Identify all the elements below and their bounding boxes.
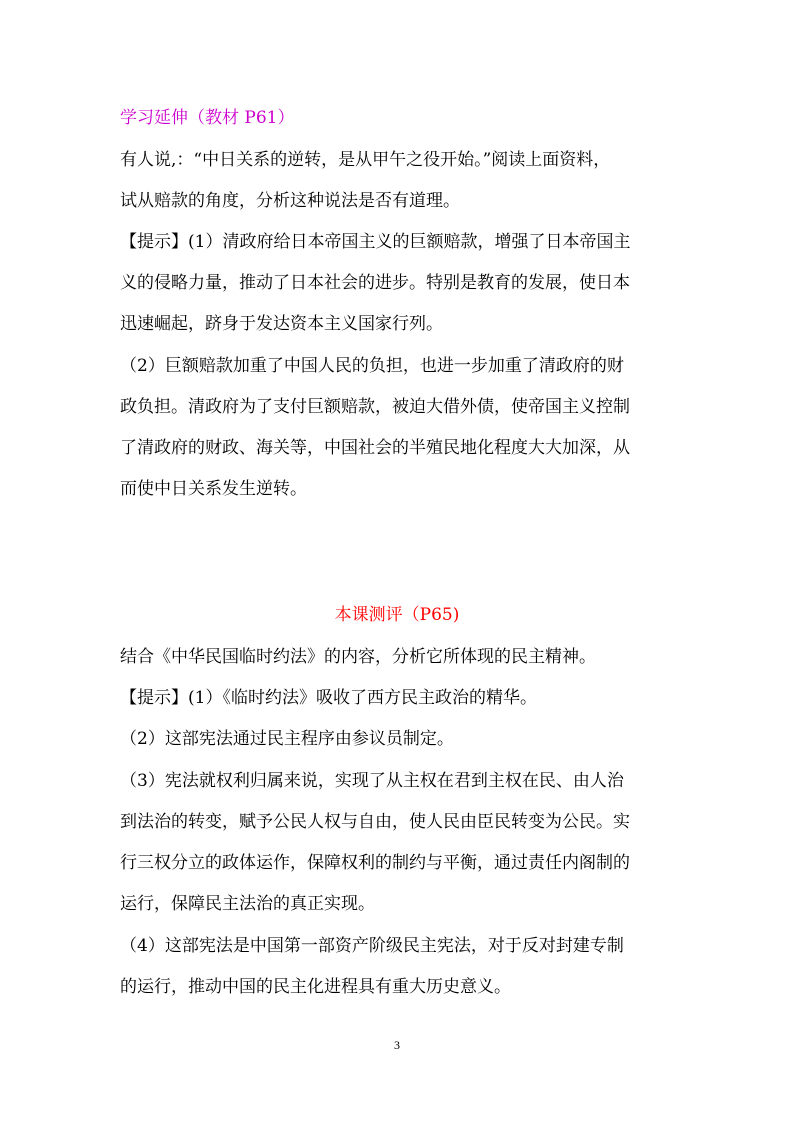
section1-line-2: 试从赔款的角度，分析这种说法是否有道理。 — [120, 191, 460, 211]
section1-line-7: 政负担。清政府为了支付巨额赔款，被迫大借外债，使帝国主义控制 — [120, 397, 630, 417]
section1-line-1: 有人说,：“中日关系的逆转，是从甲午之役开始。”阅读上面资料， — [120, 150, 611, 170]
section1-line-9: 而使中日关系发生逆转。 — [120, 479, 307, 499]
section2-line-2: 【提示】(1）《临时约法》吸收了西方民主政治的精华。 — [120, 688, 537, 708]
section2-line-3: （2）这部宪法通过民主程序由参议员制定。 — [120, 729, 454, 749]
section1-title: 学习延伸（教材 P61） — [120, 108, 295, 128]
section1-line-8: 了清政府的财政、海关等，中国社会的半殖民地化程度大大加深，从 — [120, 438, 630, 458]
section2-line-6: 行三权分立的政体运作，保障权利的制约与平衡，通过责任内阁制的 — [120, 853, 630, 873]
section2-line-5: 到法治的转变，赋予公民人权与自由，使人民由臣民转变为公民。实 — [120, 812, 630, 832]
page-number: 3 — [394, 1038, 400, 1052]
section2-line-7: 运行，保障民主法治的真正实现。 — [120, 894, 375, 914]
section1-line-6: （2）巨额赔款加重了中国人民的负担，也进一步加重了清政府的财 — [120, 356, 624, 376]
section2-title: 本课测评（P65) — [334, 605, 460, 625]
section1-line-5: 迅速崛起，跻身于发达资本主义国家行列。 — [120, 314, 443, 334]
section2-line-4: （3）宪法就权利归属来说，实现了从主权在君到主权在民、由人治 — [120, 771, 624, 791]
section1-line-4: 义的侵略力量，推动了日本社会的进步。特别是教育的发展，使日本 — [120, 273, 630, 293]
section1-line-3: 【提示】(1）清政府给日本帝国主义的巨额赔款，增强了日本帝国主 — [120, 232, 631, 252]
section2-line-8: （4）这部宪法是中国第一部资产阶级民主宪法，对于反对封建专制 — [120, 936, 624, 956]
section2-line-1: 结合《中华民国临时约法》的内容，分析它所体现的民主精神。 — [120, 647, 596, 667]
section2-line-9: 的运行，推动中国的民主化进程具有重大历史意义。 — [120, 977, 511, 997]
